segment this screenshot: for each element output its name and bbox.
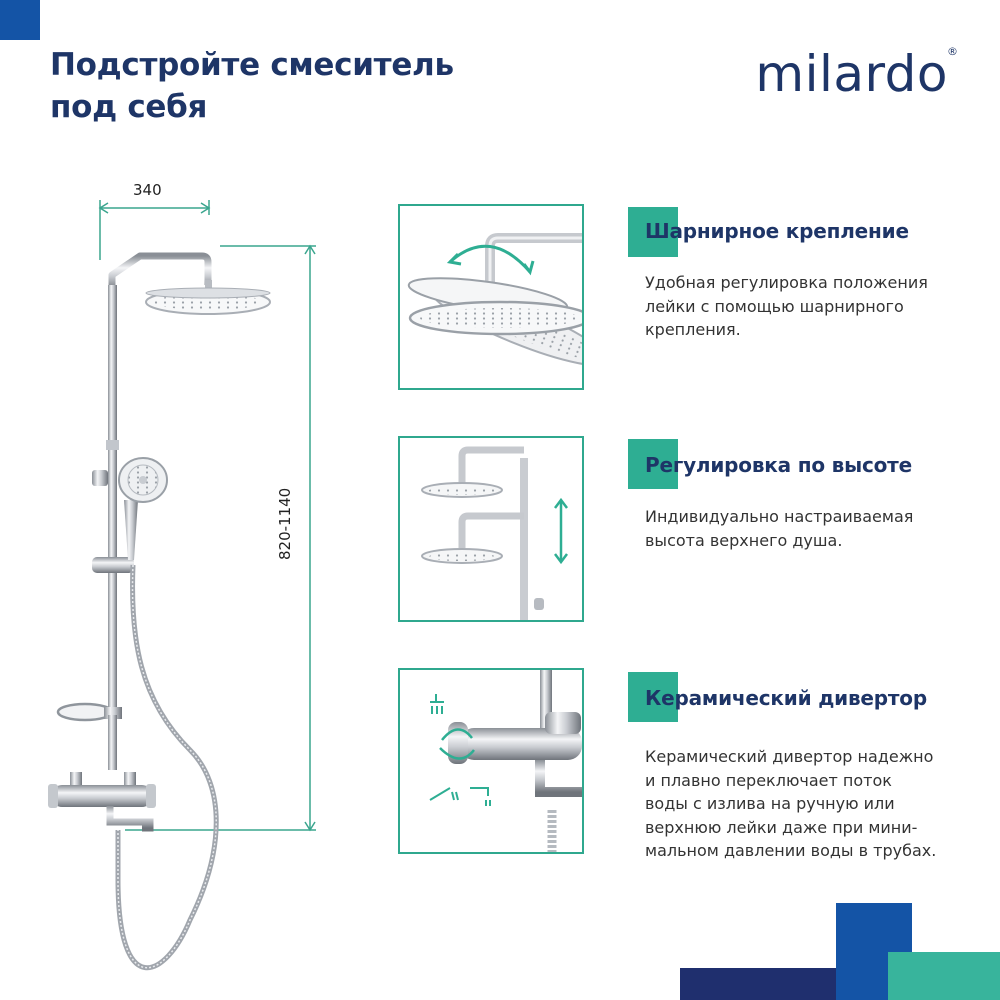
- page-title-line-2: под себя: [50, 89, 208, 125]
- decor-teal-block: [888, 952, 1000, 1000]
- feature-title-height: Регулировка по высоте: [645, 453, 912, 477]
- swivel-joint-image: [398, 204, 584, 390]
- feature-desc-height: Индивидуально настраиваемая высота верхнего душа.: [645, 507, 914, 550]
- ceramic-diverter-image: [398, 668, 584, 854]
- feature-desc-diverter: Керамический дивертор надежно и плавно переключает поток воды с излива на ручную или верхнюю лейки даже при мини- мальном давлении воды в трубах.: [645, 747, 937, 860]
- brand-logo: [755, 44, 958, 104]
- height-adjustment-image: [398, 436, 584, 622]
- shower-head-icon: [430, 694, 444, 714]
- registered-mark: ®: [947, 45, 958, 58]
- feature-title-swivel: Шарнирное крепление: [645, 219, 909, 243]
- page-title: [50, 44, 610, 128]
- spout-icon: [430, 788, 490, 806]
- dimension-width: [100, 200, 209, 260]
- feature-desc-swivel: Удобная регулировка положения лейки с помощью шарнирного крепления.: [645, 273, 928, 339]
- corner-decoration: [0, 0, 40, 40]
- shower-system-drawing: [0, 170, 360, 1000]
- page-title-line-1: Подстройте смеситель: [50, 47, 454, 83]
- dimension-height-label: 820-1140: [276, 487, 294, 560]
- brand-name: milardo: [755, 45, 948, 103]
- dimension-width-label: 340: [133, 181, 162, 199]
- feature-title-diverter: Керамический дивертор: [645, 686, 927, 710]
